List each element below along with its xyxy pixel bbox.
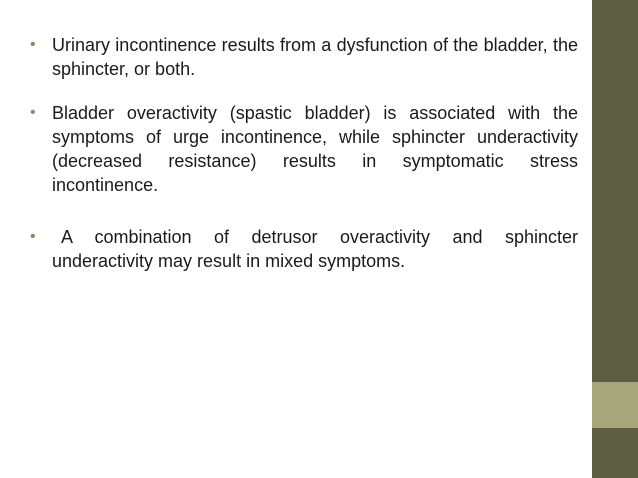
decorative-sidebar-band bbox=[592, 382, 638, 428]
bullet-text: A combination of detrusor overactivity and sphincter underactivity may result in mixed symptoms. bbox=[52, 227, 578, 271]
bullet-text: Bladder overactivity (spastic bladder) is associated with the symptoms of urge incontinence, while sphincter underactivity (decreased resistance) results in symptomatic stress incontinence. bbox=[52, 103, 578, 195]
bullet-marker: • bbox=[30, 104, 36, 121]
bullet-marker: • bbox=[30, 36, 36, 53]
decorative-sidebar bbox=[592, 0, 638, 478]
bullet-marker: • bbox=[30, 228, 36, 245]
bullet-item-3 bbox=[30, 225, 578, 273]
bullet-text: Urinary incontinence results from a dysfunction of the bladder, the sphincter, or both. bbox=[52, 35, 578, 79]
bullet-list bbox=[30, 33, 578, 293]
bullet-item-1 bbox=[30, 33, 578, 81]
bullet-item-2 bbox=[30, 101, 578, 197]
